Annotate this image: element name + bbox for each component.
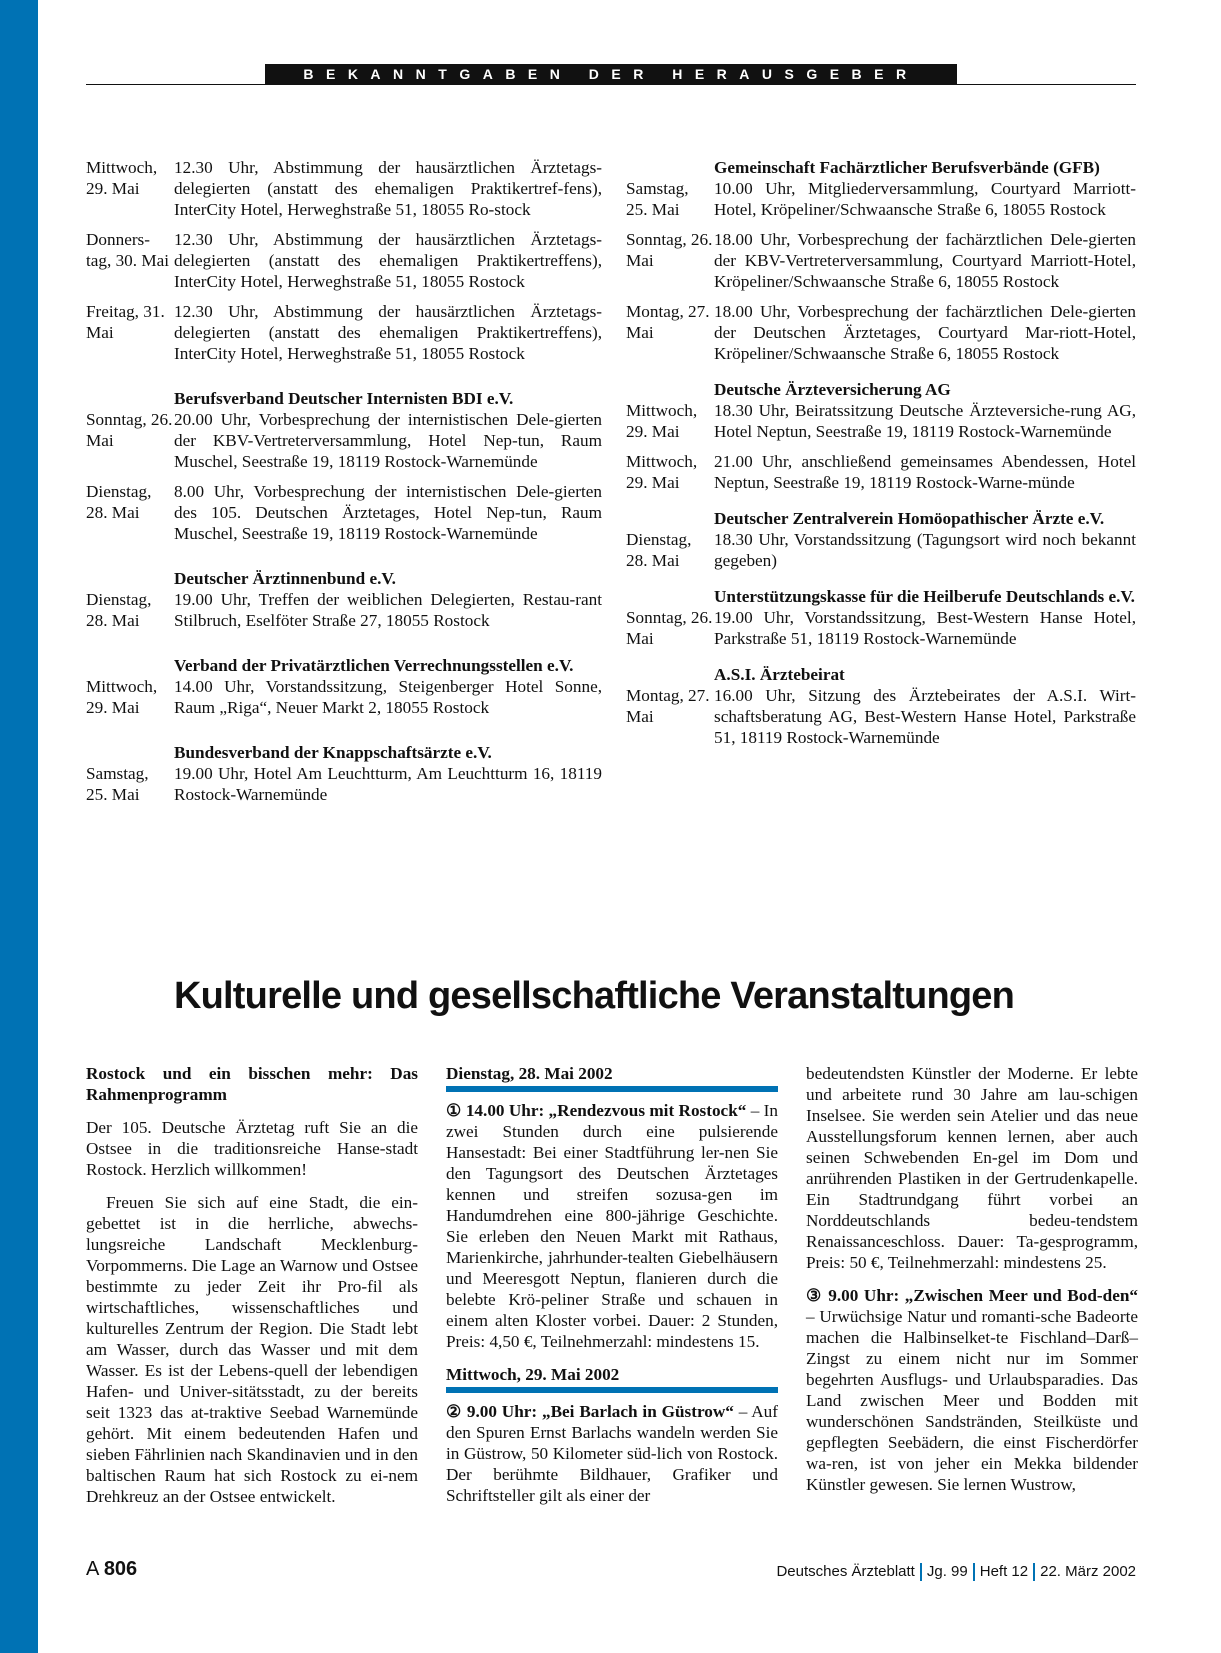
organization-heading: Gemeinschaft Fachärztlicher Berufsverbände (GFB) xyxy=(714,158,1100,177)
organization-heading: A.S.I. Ärztebeirat xyxy=(714,665,845,684)
event-title: ① 14.00 Uhr: „Rendezvous mit Rostock“ xyxy=(446,1101,747,1120)
event-text: 19.00 Uhr, Vorstandssitzung, Best-Western Hanse Hotel, Parkstraße 51, 18119 Rostock-Warnemünde xyxy=(714,608,1136,648)
announcements-right-column xyxy=(626,157,1136,757)
organization-heading: Deutscher Ärztinnenbund e.V. xyxy=(174,569,396,588)
event-text: 21.00 Uhr, anschließend gemeinsames Abendessen, Hotel Neptun, Seestraße 19, 18119 Rostock-Warne-münde xyxy=(714,452,1136,492)
journal-date: 22. März 2002 xyxy=(1040,1563,1136,1580)
event-entry xyxy=(626,229,1136,292)
event-text: 16.00 Uhr, Sitzung des Ärztebeirates der A.S.I. Wirt-schaftsberatung AG, Best-Western Hanse Hotel, Parkstraße 51, 18119 Rostock-Warnemünde xyxy=(714,686,1136,747)
article-subhead: Rostock und ein bisschen mehr: Das Rahmenprogramm xyxy=(86,1064,418,1104)
organization-heading: Berufsverband Deutscher Internisten BDI e.V. xyxy=(174,389,514,408)
event-title: ② 9.00 Uhr: „Bei Barlach in Güstrow“ xyxy=(446,1402,734,1421)
event-text: 8.00 Uhr, Vorbesprechung der internistischen Dele-gierten des 105. Deutschen Ärztetages, Hotel Nep-tun, Raum Muschel, Seestraße 19, 18119 Rostock-Warnemünde xyxy=(174,482,602,543)
event-date: Mittwoch, 29. Mai xyxy=(86,158,158,198)
event-date: Mittwoch, 29. Mai xyxy=(86,677,158,717)
event-text: 18.00 Uhr, Vorbesprechung der fachärztlichen Dele-gierten der KBV-Vertreterversammlung, Courtyard Marriott-Hotel, Kröpeliner/Schwaansche Straße 6, 18055 Rostock xyxy=(714,230,1136,291)
journal-footer xyxy=(776,1563,1136,1581)
event-date: Sonntag, 26. Mai xyxy=(86,410,173,450)
event-date: Samstag, 25. Mai xyxy=(86,764,149,804)
article-paragraph: bedeutendsten Künstler der Moderne. Er lebte und arbeitete rund 30 Jahre am lau-schigen Inselsee. Sie werden sein Atelier und das neue Ausstellungsforum kennen lernen, aber auch seinen Schwebenden En-gel im Dom und anrührenden Plastiken in der Gertrudenkapelle. Ein Stadtrundgang führt vorbei an Norddeutschlands bedeu-tendstem Renaissanceschloss. Dauer: Ta-gesprogramm, Preis: 50 €, Teilnehmerzahl: mindestens 25. xyxy=(806,1064,1138,1272)
organization-heading: Verband der Privatärztlichen Verrechnungsstellen e.V. xyxy=(174,656,574,675)
day-heading: Dienstag, 28. Mai 2002 xyxy=(446,1063,778,1092)
page-number-value: 806 xyxy=(103,1558,138,1580)
event-entry xyxy=(626,607,1136,649)
announcements-left-column xyxy=(86,157,602,814)
event-date: Dienstag, 28. Mai xyxy=(86,482,152,522)
event-text: 18.30 Uhr, Vorstandssitzung (Tagungsort wird noch bekannt gegeben) xyxy=(714,530,1136,570)
event-title: ③ 9.00 Uhr: „Zwischen Meer und Bod-den“ xyxy=(806,1286,1138,1305)
event-description xyxy=(446,1100,778,1352)
header-rule xyxy=(86,84,1136,85)
day-heading: Mittwoch, 29. Mai 2002 xyxy=(446,1364,778,1393)
page-prefix: A xyxy=(86,1558,99,1580)
event-date: Donners-tag, 30. Mai xyxy=(86,230,170,270)
footer-separator xyxy=(973,1563,975,1581)
event-description xyxy=(446,1401,778,1506)
event-entry xyxy=(86,763,602,805)
organization-heading: Deutscher Zentralverein Homöopathischer Ärzte e.V. xyxy=(714,509,1105,528)
event-text: 12.30 Uhr, Abstimmung der hausärztlichen Ärztetags-delegierten (anstatt des ehemaligen Praktikertreffens), InterCity Hotel, Herweghstraße 51, 18055 Rostock xyxy=(174,302,602,363)
event-text: 10.00 Uhr, Mitgliederversammlung, Courtyard Marriott-Hotel, Kröpeliner/Schwaansche Straße 6, 18055 Rostock xyxy=(714,179,1136,219)
event-date: Dienstag, 28. Mai xyxy=(86,590,152,630)
event-date: Sonntag, 26. Mai xyxy=(626,230,713,270)
event-date: Samstag, 25. Mai xyxy=(626,179,689,219)
event-date: Montag, 27. Mai xyxy=(626,302,710,342)
event-text: 12.30 Uhr, Abstimmung der hausärztlichen Ärztetags-delegierten (anstatt des ehemaligen Praktikertreffens), InterCity Hotel, Herweghstraße 51, 18055 Rostock xyxy=(174,230,602,291)
event-entry xyxy=(86,589,602,631)
event-entry xyxy=(626,685,1136,748)
event-date: Montag, 27. Mai xyxy=(626,686,710,726)
article-paragraph: Freuen Sie sich auf eine Stadt, die ein-gebettet ist in die herrliche, abwechs-lungsreiche Landschaft Mecklenburg-Vorpommerns. Die Lage an Warnow und Ostsee bestimmte zu jeder Zeit ihr Pro-fil als wirtschaftliches, wissenschaftliches und kulturelles Zentrum der Region. Die Stadt lebt am Wasser, durch das Wasser und mit dem Wasser. Es ist der Lebens-quell der lebendigen Hafen- und Univer-sitätsstadt, zu der bereits seit 1323 das at-traktive Seebad Warnemünde gehört. Mit einem bedeutenden Hafen und sieben Fährlinien nach Skandinavien und in den baltischen Raum hat sich Rostock zu ei-nem Drehkreuz an der Ostsee entwickelt. xyxy=(86,1193,418,1506)
culture-column-3 xyxy=(806,1063,1138,1507)
event-date: Mittwoch, 29. Mai xyxy=(626,401,698,441)
event-entry xyxy=(86,301,602,364)
journal-volume: Jg. 99 xyxy=(926,1563,968,1580)
journal-name: Deutsches Ärzteblatt xyxy=(776,1563,915,1580)
event-entry xyxy=(86,481,602,544)
culture-column-1 xyxy=(86,1063,418,1519)
event-text: 20.00 Uhr, Vorbesprechung der internistischen Dele-gierten der KBV-Vertreterversammlung, Hotel Nep-tun, Raum Muschel, Seestraße 19, 18119 Rostock-Warnemünde xyxy=(174,410,602,471)
article-paragraph: Der 105. Deutsche Ärztetag ruft Sie an die Ostsee in die traditionsreiche Hanse-stadt Rostock. Herzlich willkommen! xyxy=(86,1118,418,1179)
event-entry xyxy=(626,529,1136,571)
event-entry xyxy=(626,400,1136,442)
culture-column-2 xyxy=(446,1063,778,1518)
event-text: 12.30 Uhr, Abstimmung der hausärztlichen Ärztetags-delegierten (anstatt des ehemaligen Praktikertref-fens), InterCity Hotel, Herweghstraße 51, 18055 Ro-stock xyxy=(174,158,602,219)
event-entry xyxy=(86,157,602,220)
group-entries xyxy=(86,157,602,364)
event-entry xyxy=(626,451,1136,493)
organization-heading: Unterstützungskasse für die Heilberufe Deutschlands e.V. xyxy=(714,587,1135,606)
footer-separator xyxy=(1033,1563,1035,1581)
organization-heading: Deutsche Ärzteversicherung AG xyxy=(714,380,951,399)
event-date: Dienstag, 28. Mai xyxy=(626,530,692,570)
event-entry xyxy=(86,676,602,718)
footer-separator xyxy=(920,1563,922,1581)
event-entry xyxy=(626,178,1136,220)
section-header: BEKANNTGABEN DER HERAUSGEBER xyxy=(265,64,957,84)
event-text: 18.00 Uhr, Vorbesprechung der fachärztlichen Dele-gierten der Deutschen Ärztetages, Courtyard Mar-riott-Hotel, Kröpeliner/Schwaansche Straße 6, 18055 Rostock xyxy=(714,302,1136,363)
event-date: Sonntag, 26. Mai xyxy=(626,608,713,648)
event-body: – Urwüchsige Natur und romanti-sche Badeorte machen die Halbinselket-te Fischland–Darß–Zingst zu einem nicht nur im Sommer begehrten Ausflugs- und Urlaubsparadies. Das Land zwischen Meer und Bodden mit wunderschönen Sandstränden, Steilküste und gepflegten Seebädern, die einst Fischerdörfer wa-ren, ist von jeher ein Mekka bildender Künstler gewesen. Sie lernen Wustrow, xyxy=(806,1307,1138,1494)
event-text: 19.00 Uhr, Hotel Am Leuchtturm, Am Leuchtturm 16, 18119 Rostock-Warnemünde xyxy=(174,764,602,804)
event-body: – Auf den Spuren Ernst Barlachs wandeln werden Sie in Güstrow, 50 Kilometer süd-lich von Rostock. Der berühmte Bildhauer, Grafiker und Schriftsteller gilt als einer der xyxy=(446,1402,779,1505)
event-date: Freitag, 31. Mai xyxy=(86,302,165,342)
organization-heading: Bundesverband der Knappschaftsärzte e.V. xyxy=(174,743,492,762)
event-entry xyxy=(86,229,602,292)
journal-issue: Heft 12 xyxy=(979,1563,1029,1580)
page-number xyxy=(86,1558,137,1581)
blue-margin-bar xyxy=(0,0,38,1653)
event-text: 14.00 Uhr, Vorstandssitzung, Steigenberger Hotel Sonne, Raum „Riga“, Neuer Markt 2, 18055 Rostock xyxy=(174,677,602,717)
event-date: Mittwoch, 29. Mai xyxy=(626,452,698,492)
event-description xyxy=(806,1285,1138,1495)
event-entry xyxy=(86,409,602,472)
event-text: 18.30 Uhr, Beiratssitzung Deutsche Ärzteversiche-rung AG, Hotel Neptun, Seestraße 19, 18119 Rostock-Warnemünde xyxy=(714,401,1136,441)
event-entry xyxy=(626,301,1136,364)
event-text: 19.00 Uhr, Treffen der weiblichen Delegierten, Restau-rant Stilbruch, Eselföter Straße 27, 18055 Rostock xyxy=(174,590,602,630)
event-body: – In zwei Stunden durch eine pulsierende Hansestadt: Bei einer Stadtführung ler-nen Sie den Tagungsort des Deutschen Ärztetages kennen und streifen sozusa-gen im Handumdrehen eine 800-jährige Geschichte. Sie erleben den Neuen Markt mit Rathaus, Marienkirche, jahrhunder-tealten Giebelhäusern und Meeresgott Neptun, flanieren durch die belebte Krö-peliner Straße und schauen in einem alten Kloster vorbei. Dauer: 2 Stunden, Preis: 4,50 €, Teilnehmerzahl: mindestens 15. xyxy=(446,1101,778,1351)
section-title: Kulturelle und gesellschaftliche Veranstaltungen xyxy=(174,975,1015,1017)
